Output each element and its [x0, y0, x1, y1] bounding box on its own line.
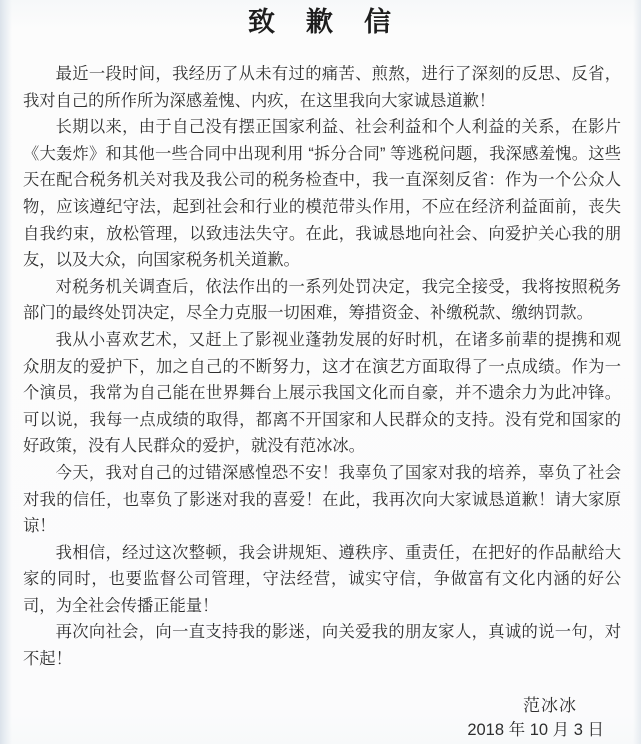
letter-paragraph: 再次向社会，向一直支持我的影迷，向关爱我的朋友家人，真诚的说一句，对不起！	[23, 623, 621, 669]
letter-paragraph: 我从小喜欢艺术，又赶上了影视业蓬勃发展的好时机，在诸多前辈的提携和观众朋友的爱护下，加之自己的不断努力，这才在演艺方面取得了一点成绩。作为一个演员，我常为自己能在世界舞台上展示我国文化而自豪，并不遗余力为此冲锋。可以说，我每一点成绩的取得，都离不开国家和人民群众的支持。没有党和国家的好政策，没有人民群众的爱护，就没有范冰冰。	[23, 330, 621, 456]
signature-date: 2018 年 10 月 3 日	[467, 721, 604, 739]
page-right-edge-shadow	[633, 0, 641, 744]
letter-paragraph: 对税务机关调查后，依法作出的一系列处罚决定，我完全接受，我将按照税务部门的最终处罚决定，尽全力克服一切困难，筹措资金、补缴税款、缴纳罚款。	[23, 277, 621, 323]
signature-name: 范冰冰	[523, 696, 577, 715]
letter-paragraph: 今天，我对自己的过错深感惶恐不安！我辜负了国家对我的培养，辜负了社会对我的信任，也辜负了影迷对我的喜爱！在此，我再次向大家诚恳道歉！请大家原谅！	[23, 463, 621, 536]
page-left-edge-shadow	[0, 0, 12, 744]
letter-paragraph: 最近一段时间，我经历了从未有过的痛苦、煎熬，进行了深刻的反思、反省，我对自己的所作所为深感羞愧、内疚，在这里我向大家诚恳道歉！	[23, 65, 621, 110]
letter-title: 致 歉 信	[248, 7, 393, 37]
letter-paragraph: 我相信，经过这次整顿，我会讲规矩、遵秩序、重责任，在把好的作品献给大家的同时，也要监督公司管理，守法经营，诚实守信，争做富有文化内涵的好公司，为全社会传播正能量！	[23, 543, 621, 615]
letter-body	[23, 61, 621, 673]
letter-paragraph: 长期以来，由于自己没有摆正国家利益、社会利益和个人利益的关系，在影片《大轰炸》和其他一些合同中出现利用 “拆分合同” 等逃税问题，我深感羞愧。这些天在配合税务机关对我及我公司的税务检查中，我一直深刻反省：作为一个公众人物，应该遵纪守法，起到社会和行业的模范带头作用，不应在经济利益面前，丧失自我约束，放松管理，以致违法失守。在此，我诚恳地向社会、向爱护关心我的朋友，以及大众，向国家税务机关道歉。	[23, 118, 621, 270]
